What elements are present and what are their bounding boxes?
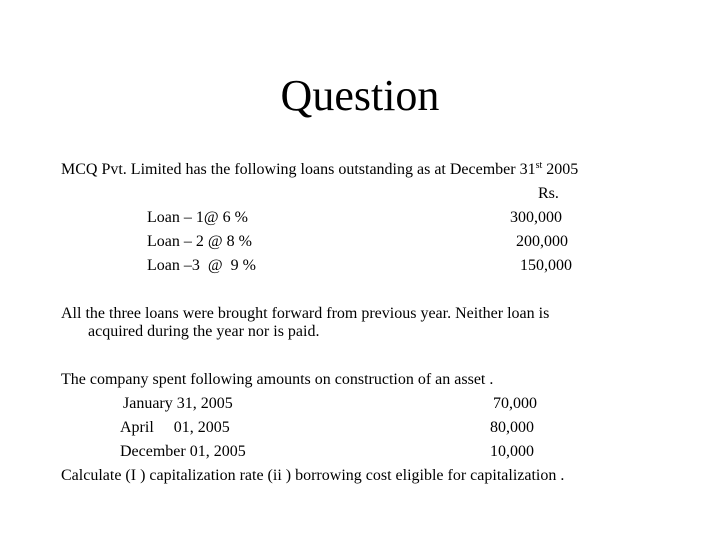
- slide-title: Question: [280, 71, 440, 120]
- loan-label: Loan – 1@ 6 %: [147, 209, 248, 226]
- spend-amount: 70,000: [493, 395, 537, 412]
- spend-intro: The company spent following amounts on construction of an asset .: [61, 371, 494, 388]
- loan-label: Loan –3 @ 9 %: [147, 257, 256, 274]
- note-line: acquired during the year nor is paid.: [88, 323, 320, 340]
- spend-date: April 01, 2005: [120, 419, 230, 436]
- loan-amount: 150,000: [520, 257, 572, 274]
- intro-year: 2005: [542, 161, 579, 178]
- question-text: Calculate (I ) capitalization rate (ii ) borrowing cost eligible for capitalization .: [61, 467, 565, 484]
- intro-text-main: MCQ Pvt. Limited has the following loans outstanding as at December 31: [61, 161, 536, 178]
- note-line: All the three loans were brought forward from previous year. Neither loan is: [61, 305, 550, 322]
- spend-amount: 10,000: [490, 443, 534, 460]
- spend-date: January 31, 2005: [123, 395, 233, 412]
- spend-amount: 80,000: [490, 419, 534, 436]
- loan-amount: 200,000: [516, 233, 568, 250]
- intro-ordinal-suffix: st: [535, 160, 543, 171]
- spend-date: December 01, 2005: [120, 443, 246, 460]
- intro-text: [61, 160, 578, 180]
- loan-label: Loan – 2 @ 8 %: [147, 233, 252, 250]
- loan-amount: 300,000: [510, 209, 562, 226]
- currency-label: Rs.: [538, 185, 559, 202]
